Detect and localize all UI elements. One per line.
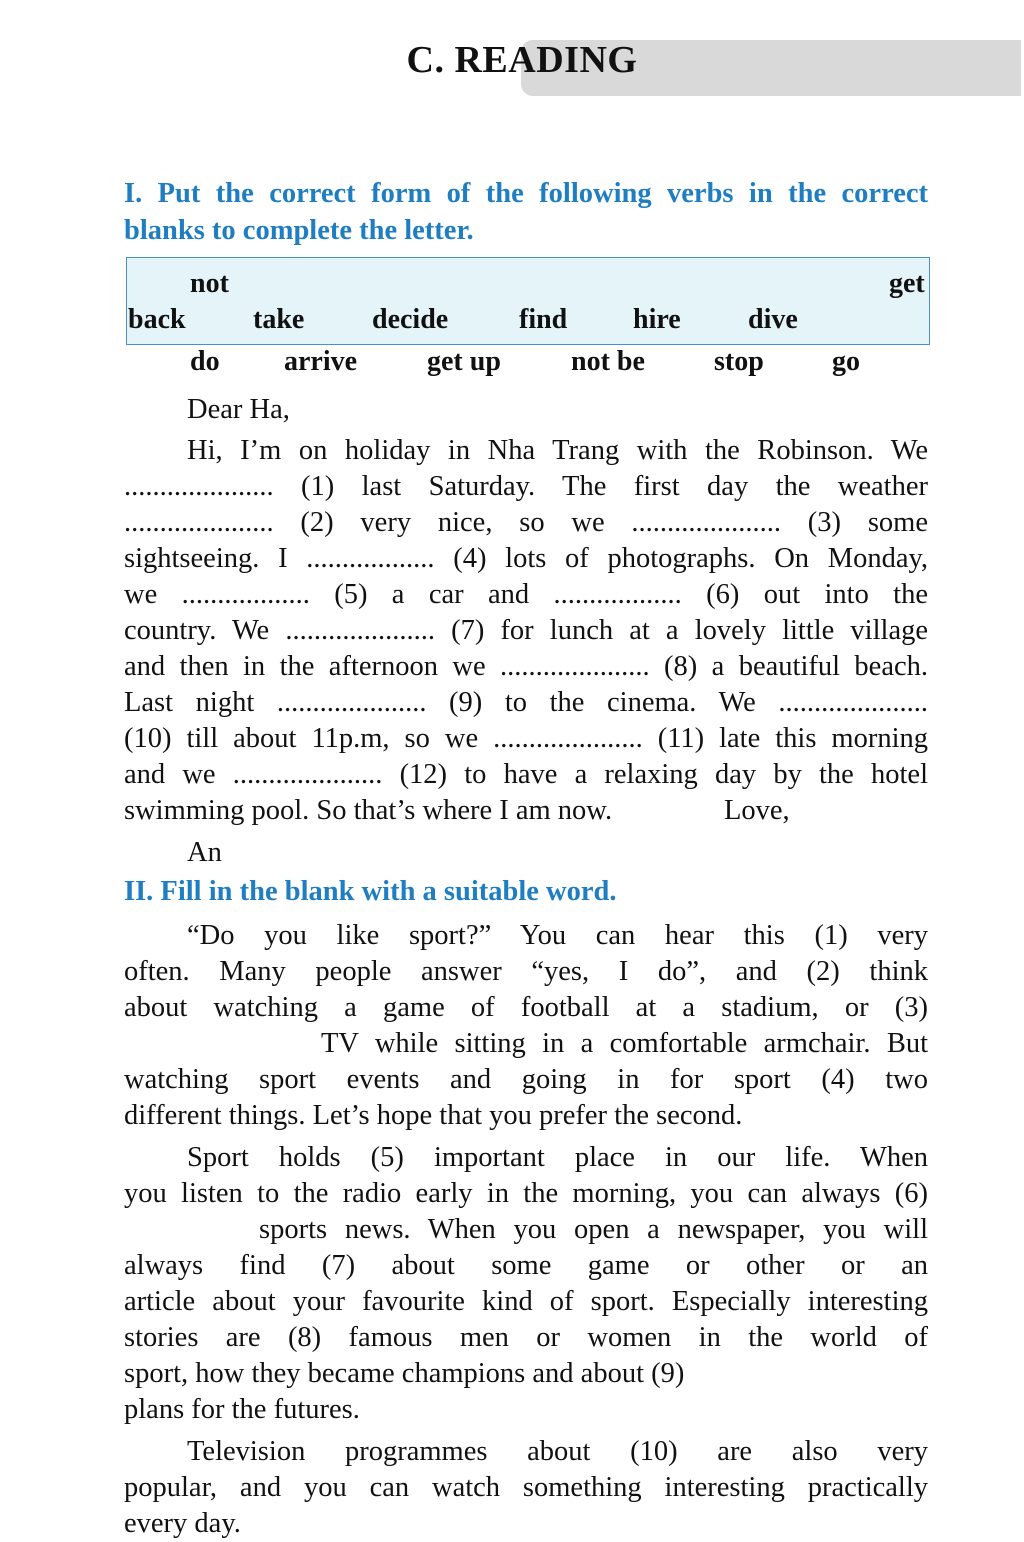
word-box-item: decide [372, 304, 449, 335]
passage-line: stories are (8) famous men or women in the world of [124, 1322, 928, 1353]
page-title: C. READING [406, 39, 638, 81]
word-box-item: dive [748, 304, 798, 335]
passage-line: “Do you like sport?” You can hear this (1) very [187, 920, 928, 951]
passage-line: watching sport events and going in for sport (4) two [124, 1064, 928, 1095]
letter-line: we .................. (5) a car and .................. (6) out into the [124, 579, 928, 610]
word-list-item: do [190, 346, 220, 377]
word-box-item: back [128, 304, 186, 335]
letter-line: (10) till about 11p.m, so we ..................... (11) late this morning [124, 723, 928, 754]
letter-signature: An [187, 837, 222, 868]
passage-line: Television programmes about (10) are also very [187, 1436, 928, 1467]
section-2-heading: II. Fill in the blank with a suitable word. [124, 876, 617, 907]
word-list-item: go [832, 346, 860, 377]
passage-line: you listen to the radio early in the morning, you can always (6) [124, 1178, 928, 1209]
passage-line: plans for the futures. [124, 1394, 360, 1425]
letter-line: swimming pool. So that’s where I am now. [124, 795, 613, 826]
section-1-heading-line-1: I. Put the correct form of the following verbs in the correct [124, 178, 928, 209]
passage-line: popular, and you can watch something interesting practically [124, 1472, 928, 1503]
word-box-item: not [190, 268, 229, 299]
letter-closing: Love, [724, 795, 790, 826]
letter-line: ..................... (2) very nice, so we ..................... (3) some [124, 507, 928, 538]
letter-line: ..................... (1) last Saturday. The first day the weather [124, 471, 928, 502]
passage-line: Sport holds (5) important place in our life. When [187, 1142, 928, 1173]
word-box-item: hire [633, 304, 681, 335]
passage-line: always find (7) about some game or other or an [124, 1250, 928, 1281]
passage-line: different things. Let’s hope that you prefer the second. [124, 1100, 743, 1131]
passage-line: sports news. When you open a newspaper, you will [259, 1214, 928, 1245]
word-box-item: find [519, 304, 568, 335]
letter-line: Last night ..................... (9) to the cinema. We ..................... [124, 687, 928, 718]
passage-line: sport, how they became champions and about (9) [124, 1358, 685, 1389]
word-list-item: not be [571, 346, 645, 377]
letter-line: and we ..................... (12) to have a relaxing day by the hotel [124, 759, 928, 790]
letter-greeting: Dear Ha, [187, 394, 290, 425]
word-box-item: take [253, 304, 305, 335]
word-list-item: get up [427, 346, 501, 377]
letter-line: country. We ..................... (7) for lunch at a lovely little village [124, 615, 928, 646]
passage-line: often. Many people answer “yes, I do”, and (2) think [124, 956, 928, 987]
word-box-item: get [889, 268, 925, 299]
word-list-item: stop [714, 346, 764, 377]
section-1-heading-line-2: blanks to complete the letter. [124, 215, 474, 246]
letter-line: and then in the afternoon we ..................... (8) a beautiful beach. [124, 651, 928, 682]
passage-line: article about your favourite kind of sport. Especially interesting [124, 1286, 928, 1317]
letter-line: sightseeing. I .................. (4) lots of photographs. On Monday, [124, 543, 928, 574]
passage-line: every day. [124, 1508, 241, 1539]
passage-line: about watching a game of football at a stadium, or (3) [124, 992, 928, 1023]
passage-line: TV while sitting in a comfortable armchair. But [321, 1028, 928, 1059]
word-list-item: arrive [284, 346, 358, 377]
letter-line: Hi, I’m on holiday in Nha Trang with the Robinson. We [187, 435, 928, 466]
